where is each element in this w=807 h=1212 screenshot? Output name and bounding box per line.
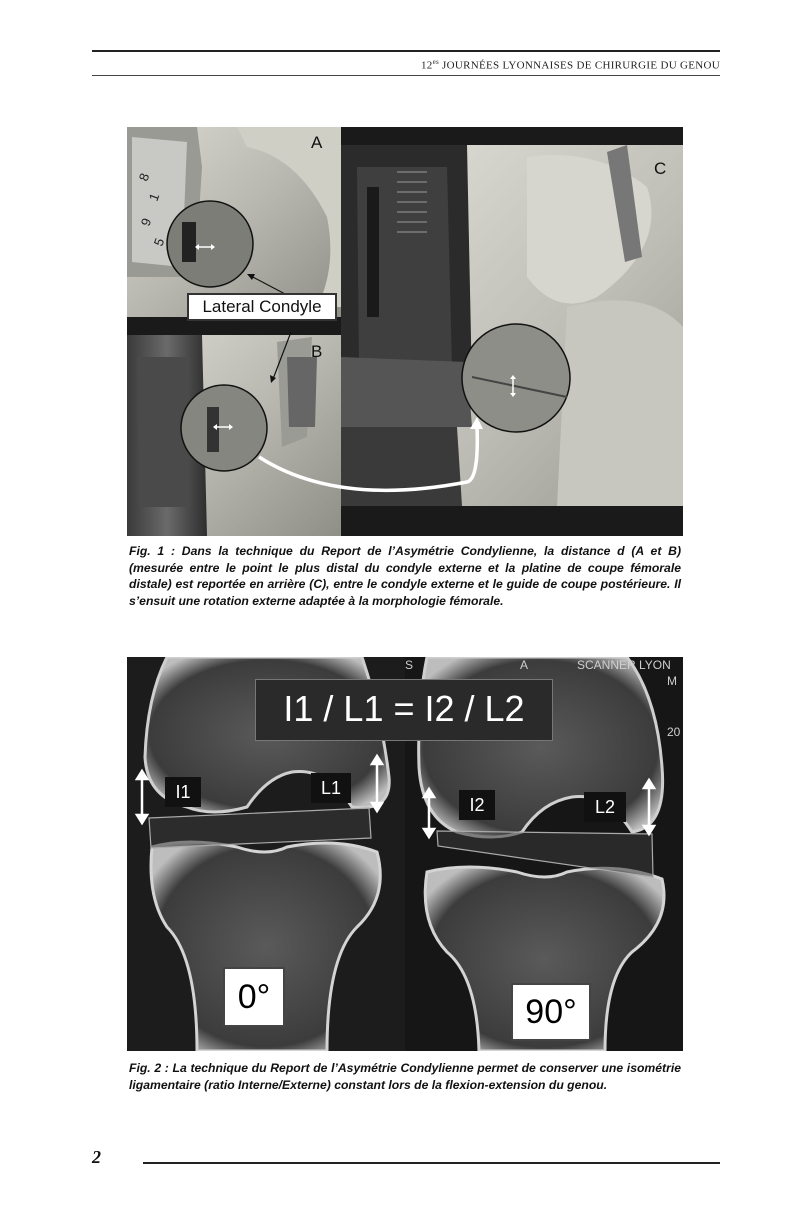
figure-2-ct-scan <box>127 657 683 1051</box>
label-i1: I1 <box>165 777 201 807</box>
scanner-name: SCANNER LYON <box>577 658 671 672</box>
footer-rule <box>143 1162 720 1164</box>
label-l2: L2 <box>584 792 626 822</box>
figure-1-illustration <box>127 127 683 536</box>
figure-2-caption: Fig. 2 : La technique du Report de l’Asymétrie Condylienne permet de conserver une isométrie ligamentaire (ratio Interne/Externe) constant lors de la flexion-extension du genou. <box>129 1061 681 1092</box>
header-rule-top <box>92 50 720 52</box>
condyle-circle-a <box>167 201 253 287</box>
running-header <box>421 58 720 72</box>
panel-a-photo <box>127 127 341 317</box>
panel-label-a: A <box>311 133 323 152</box>
condyle-circle-b <box>181 385 267 471</box>
instrument-mark: 5 <box>150 236 168 249</box>
instrument-mark: 8 <box>135 171 153 184</box>
figure-1-caption: Fig. 1 : Dans la technique du Report de l’Asymétrie Condylienne, la distance d (A et B) (mesurée entre le point le plus distal du condyle externe et la platine de coupe fémorale distale) est reportée en arrière (C), entre le condyle externe et le guide de coupe postérieure. Il s’ensuit une rotation externe adaptée à la morphologie fémorale. <box>129 544 681 608</box>
panel-label-b: B <box>311 342 323 361</box>
isometry-formula: I1 / L1 = I2 / L2 <box>255 679 553 741</box>
header-rule-bottom <box>92 75 720 76</box>
panel-b-photo <box>127 332 341 536</box>
panel-label-c: C <box>654 159 667 178</box>
panel-c-photo <box>341 145 683 506</box>
header-title: JOURNÉES LYONNAISES DE CHIRURGIE DU GENOU <box>439 59 720 72</box>
figure-1-photo <box>127 127 683 536</box>
scan-marker-m: M <box>667 674 677 688</box>
instrument-mark: 9 <box>137 216 155 229</box>
header-number: 12 <box>420 59 433 72</box>
scan-marker-number: 20 <box>667 725 681 739</box>
label-i2: I2 <box>459 790 495 820</box>
instrument-mark: 1 <box>145 191 163 204</box>
label-l1: L1 <box>311 773 351 803</box>
lateral-condyle-label: Lateral Condyle <box>187 293 337 321</box>
angle-label-90: 90° <box>511 983 591 1041</box>
scan-marker-s: S <box>405 658 414 672</box>
angle-label-0: 0° <box>223 967 285 1027</box>
page-number: 2 <box>92 1147 101 1167</box>
scan-marker-a: A <box>520 658 529 672</box>
header-superscript: es <box>432 58 439 66</box>
